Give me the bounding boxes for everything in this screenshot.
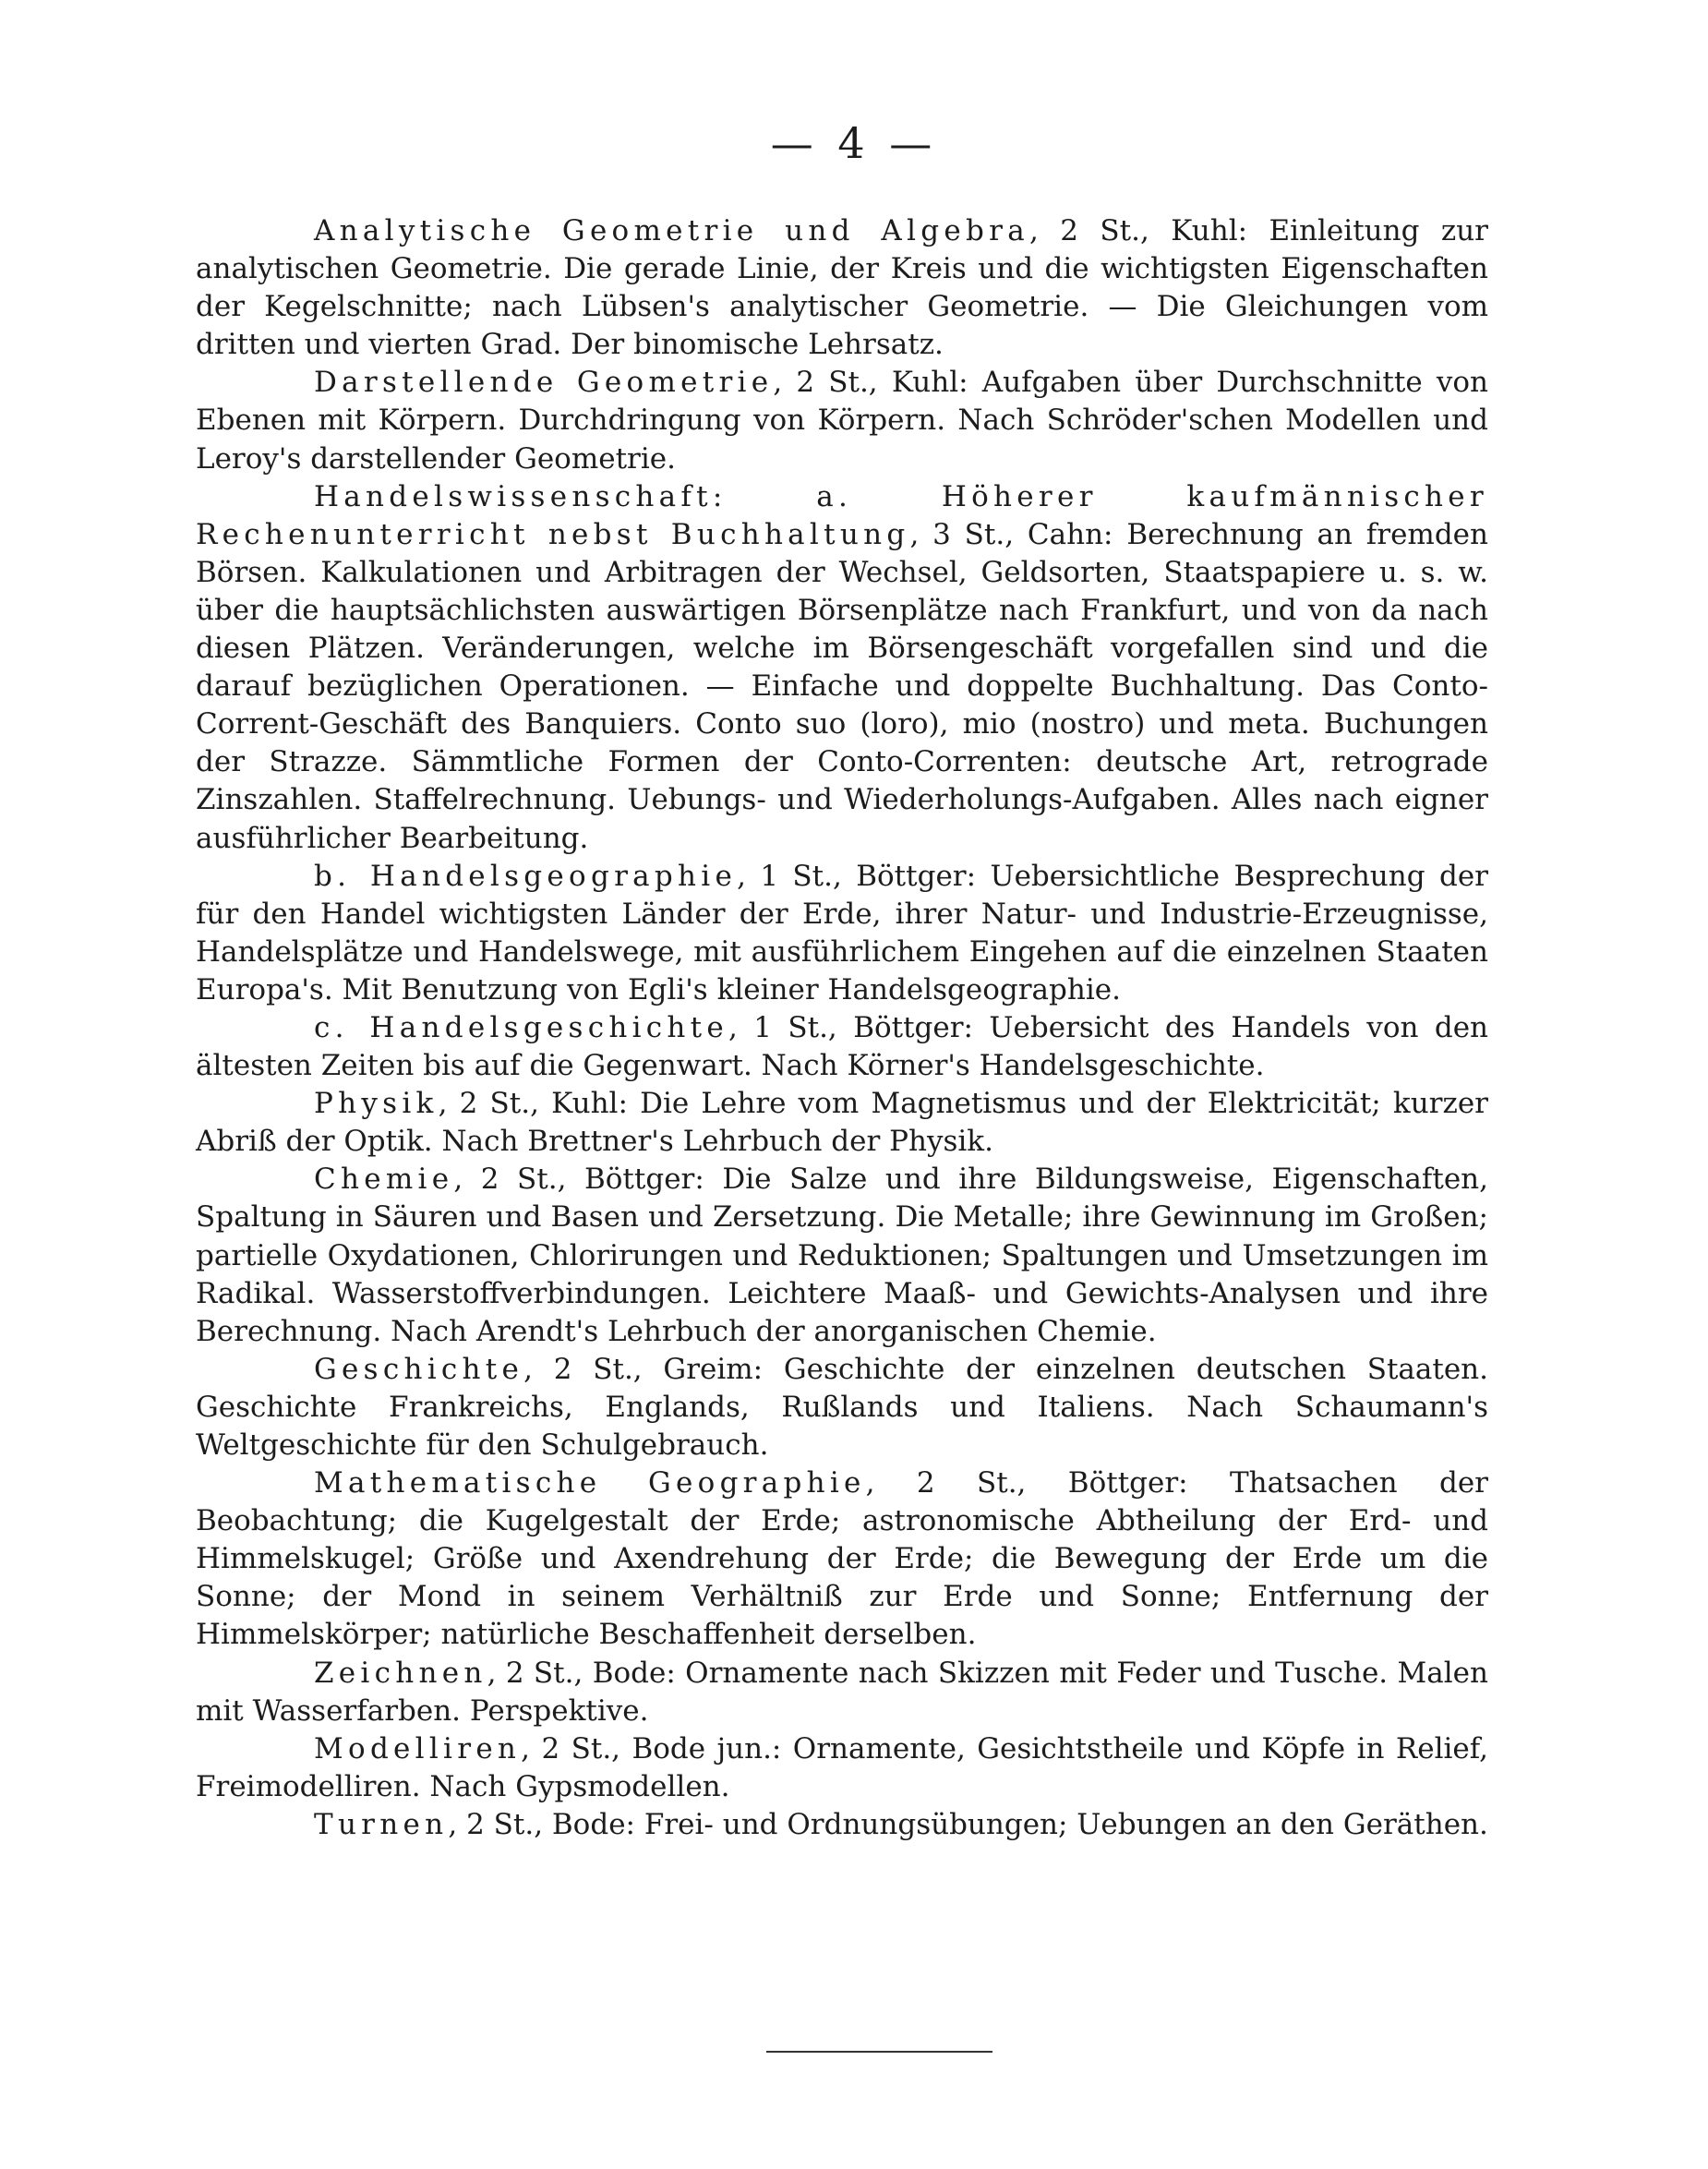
paragraph-physik bbox=[196, 1085, 1488, 1161]
footnote-divider bbox=[766, 2051, 992, 2053]
paragraph-text: , 3 St., Cahn: Berechnung an fremden Börsen. Kalkulationen und Arbitragen der Wechsel, Geldsorten, Staatspapiere u. s. w. über die hauptsächlichsten auswärtigen Börsenplätze nach Frankfurt, und von da nach diesen Plätzen. Veränderungen, welche im Börsengeschäft vorgefallen sind und die darauf bezüglichen Operationen. — Einfache und doppelte Buchhaltung. Das Conto-Corrent-Geschäft des Banquiers. Conto suo (loro), mio (nostro) und meta. Buchungen der Strazze. Sämmtliche Formen der Conto-Correnten: deutsche Art, retrograde Zinszahlen. Staffelrechnung. Uebungs- und Wiederholungs-Aufgaben. Alles nach eigner ausführlicher Bearbeitung. bbox=[196, 517, 1488, 855]
paragraph-heading: Geschichte bbox=[314, 1352, 524, 1386]
paragraph-heading: Handelswissenschaft: a. Höherer kaufmännischer Rechenunterricht nebst Buchhaltung bbox=[196, 479, 1488, 551]
paragraph-heading: Zeichnen bbox=[314, 1656, 487, 1690]
paragraph-text: , 2 St., Kuhl: Einleitung zur analytischen Geometrie. Die gerade Linie, der Kreis und die wichtigsten Eigenschaften der Kegelschnitte; nach Lübsen's analytischer Geometrie. — Die Gleichungen vom dritten und vierten Grad. Der binomische Lehrsatz. bbox=[196, 214, 1488, 362]
paragraph-heading: Modelliren bbox=[314, 1731, 522, 1765]
paragraph-handelswissenschaft bbox=[196, 478, 1488, 858]
paragraph-text: , 2 St., Böttger: Die Salze und ihre Bildungsweise, Eigenschaften, Spaltung in Säuren und Basen und Zersetzung. Die Metalle; ihre Gewinnung im Großen; partielle Oxydationen, Chlorirungen und Reduktionen; Spaltungen und Umsetzungen im Radikal. Wasserstoffverbindungen. Leichtere Maaß- und Gewichts-Analysen und ihre Berechnung. Nach Arendt's Lehrbuch der anorganischen Chemie. bbox=[196, 1163, 1488, 1348]
paragraph-heading: Chemie bbox=[314, 1163, 454, 1197]
paragraph-heading: b. Handelsgeographie bbox=[314, 859, 738, 893]
paragraph-darstellende-geometrie bbox=[196, 364, 1488, 477]
paragraph-text: , 1 St., Böttger: Uebersichtliche Besprechung der für den Handel wichtigsten Länder der Erde, ihrer Natur- und Industrie-Erzeugnisse, Handelsplätze und Handelswege, mit ausführlichem Eingehen auf die einzelnen Staaten Europa's. Mit Benutzung von Egli's kleiner Handelsgeographie. bbox=[196, 859, 1488, 1006]
paragraph-text: , 2 St., Bode: Ornamente nach Skizzen mit Feder und Tusche. Malen mit Wasserfarben. Perspektive. bbox=[196, 1656, 1488, 1728]
paragraph-handelsgeschichte bbox=[196, 1009, 1488, 1085]
paragraph-text: , 2 St., Böttger: Thatsachen der Beobachtung; die Kugelgestalt der Erde; astronomische Abtheilung der Erd- und Himmelskugel; Größe und Axendrehung der Erde; die Bewegung der Erde um die Sonne; der Mond in seinem Verhältniß zur Erde und Sonne; Entfernung der Himmelskörper; natürliche Beschaffenheit derselben. bbox=[196, 1466, 1488, 1652]
paragraph-text: , 2 St., Bode: Frei- und Ordnungsübungen; Uebungen an den Geräthen. bbox=[448, 1807, 1488, 1841]
paragraph-heading: Physik bbox=[314, 1087, 439, 1121]
paragraph-geschichte bbox=[196, 1351, 1488, 1464]
paragraph-heading: c. Handelsgeschichte bbox=[314, 1010, 728, 1044]
paragraph-text: , 2 St., Bode jun.: Ornamente, Gesichtstheile und Köpfe in Relief, Freimodelliren. Nach Gypsmodellen. bbox=[196, 1731, 1488, 1803]
paragraph-handelsgeographie bbox=[196, 858, 1488, 1009]
page-number: — 4 — bbox=[770, 118, 938, 168]
paragraph-chemie bbox=[196, 1161, 1488, 1350]
paragraph-zeichnen bbox=[196, 1655, 1488, 1730]
paragraph-text: , 2 St., Kuhl: Die Lehre vom Magnetismus und der Elektricität; kurzer Abriß der Optik. Nach Brettner's Lehrbuch der Physik. bbox=[196, 1087, 1488, 1159]
paragraph-heading: Analytische Geometrie und Algebra bbox=[314, 214, 1029, 247]
body-text bbox=[196, 212, 1488, 1844]
paragraph-text: , 1 St., Böttger: Uebersicht des Handels von den ältesten Zeiten bis auf die Gegenwart. Nach Körner's Handelsgeschichte. bbox=[196, 1010, 1489, 1083]
paragraph-modelliren bbox=[196, 1730, 1488, 1806]
paragraph-turnen bbox=[196, 1806, 1488, 1844]
paragraph-heading: Darstellende Geometrie bbox=[314, 366, 774, 400]
paragraph-text: , 2 St., Greim: Geschichte der einzelnen deutschen Staaten. Geschichte Frankreichs, Englands, Rußlands und Italiens. Nach Schaumann's Weltgeschichte für den Schulgebrauch. bbox=[196, 1352, 1488, 1462]
paragraph-text: , 2 St., Kuhl: Aufgaben über Durchschnitte von Ebenen mit Körpern. Durchdringung von Körpern. Nach Schröder'schen Modellen und Leroy's darstellender Geometrie. bbox=[196, 366, 1488, 476]
paragraph-heading: Mathematische Geographie bbox=[314, 1466, 866, 1500]
paragraph-heading: Turnen bbox=[314, 1807, 449, 1841]
paragraph-mathematische-geographie bbox=[196, 1464, 1488, 1654]
paragraph-analytische-geometrie bbox=[196, 212, 1488, 364]
